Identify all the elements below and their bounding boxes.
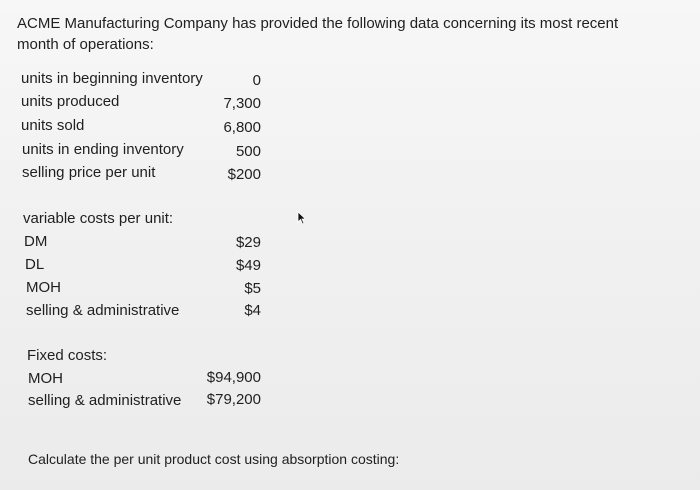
variable-moh-value: $5	[244, 280, 261, 297]
fixed-sa-label: selling & administrative	[28, 392, 182, 409]
problem-intro: ACME Manufacturing Company has provided the following data concerning its most recent month of operations:	[17, 15, 619, 53]
variable-dl-value: $49	[235, 257, 261, 274]
variable-sa-label: selling & administrative	[26, 302, 180, 319]
units-sold-label: units sold	[21, 117, 85, 134]
units-ending-label: units in ending inventory	[22, 141, 184, 158]
units-ending-value: 500	[235, 143, 261, 160]
fixed-moh-label: MOH	[28, 370, 63, 387]
units-sold-value: 6,800	[223, 119, 261, 136]
variable-dl-label: DL	[25, 256, 45, 273]
units-produced-label: units produced	[21, 93, 120, 110]
variable-moh-label: MOH	[26, 279, 61, 296]
variable-dm-label: DM	[24, 233, 48, 250]
question-prompt: Calculate the per unit product cost using absorption costing:	[28, 451, 400, 467]
mouse-pointer-icon	[297, 211, 309, 225]
selling-price-label: selling price per unit	[22, 164, 156, 181]
fixed-sa-value: $79,200	[206, 391, 261, 408]
selling-price-value: $200	[227, 166, 261, 183]
fixed-moh-value: $94,900	[206, 369, 261, 386]
variable-costs-heading: variable costs per unit:	[23, 210, 174, 227]
fixed-costs-heading: Fixed costs:	[27, 347, 108, 364]
units-beginning-label: units in beginning inventory	[21, 70, 203, 87]
variable-dm-value: $29	[235, 234, 261, 251]
units-produced-value: 7,300	[223, 95, 261, 112]
units-beginning-value: 0	[252, 72, 261, 89]
variable-sa-value: $4	[244, 302, 261, 319]
